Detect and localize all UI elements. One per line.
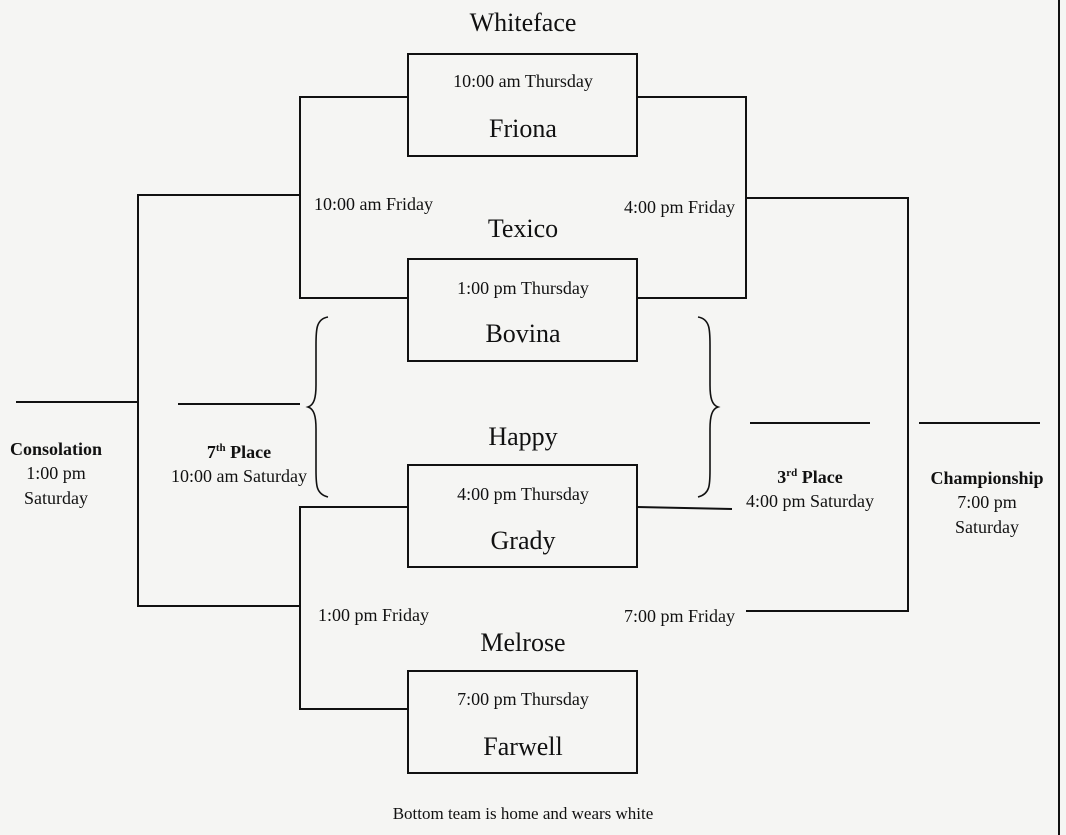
friday-upper-consolation-time: 10:00 am Friday (314, 194, 433, 214)
team-bottom-game-1: Friona (489, 114, 557, 143)
game-time-2: 1:00 pm Thursday (457, 278, 589, 298)
left-brace (308, 317, 328, 497)
championship-block (926, 466, 1048, 539)
team-bottom-game-4: Farwell (483, 732, 563, 761)
consolation-day: Saturday (24, 487, 88, 508)
friday-upper-winners-time: 4:00 pm Friday (624, 197, 735, 217)
third-place-time: 4:00 pm Saturday (746, 491, 874, 512)
friday-lower-winners-time: 7:00 pm Friday (624, 606, 735, 626)
championship-day: Saturday (955, 516, 1019, 537)
seventh-place-title: 7th Place (206, 442, 272, 462)
friday-lower-consolation-time: 1:00 pm Friday (318, 605, 429, 625)
team-bottom-game-2: Bovina (485, 319, 561, 348)
third-place-title: 3rd Place (777, 467, 843, 487)
consolation-title: Consolation (9, 439, 103, 459)
consolation-time: 1:00 pm (26, 463, 86, 484)
championship-bracket (746, 198, 908, 611)
game-time-3: 4:00 pm Thursday (457, 484, 589, 504)
consolation-block (5, 437, 107, 510)
team-bottom-game-3: Grady (490, 526, 556, 555)
third-place-block (740, 465, 880, 514)
game-time-1: 10:00 am Thursday (453, 71, 593, 91)
seventh-place-block (168, 440, 310, 489)
championship-time: 7:00 pm (957, 492, 1017, 513)
right-brace (698, 317, 718, 497)
footer-note: Bottom team is home and wears white (392, 804, 654, 823)
team-top-game-3: Happy (488, 422, 558, 451)
game-time-4: 7:00 pm Thursday (457, 689, 589, 709)
team-top-game-1: Whiteface (469, 8, 577, 37)
lower-winners-bracket (637, 507, 732, 509)
team-top-game-4: Melrose (480, 628, 566, 657)
consolation-bracket (138, 195, 300, 606)
championship-title: Championship (930, 468, 1044, 488)
team-top-game-2: Texico (487, 214, 559, 243)
seventh-place-time: 10:00 am Saturday (171, 466, 307, 487)
